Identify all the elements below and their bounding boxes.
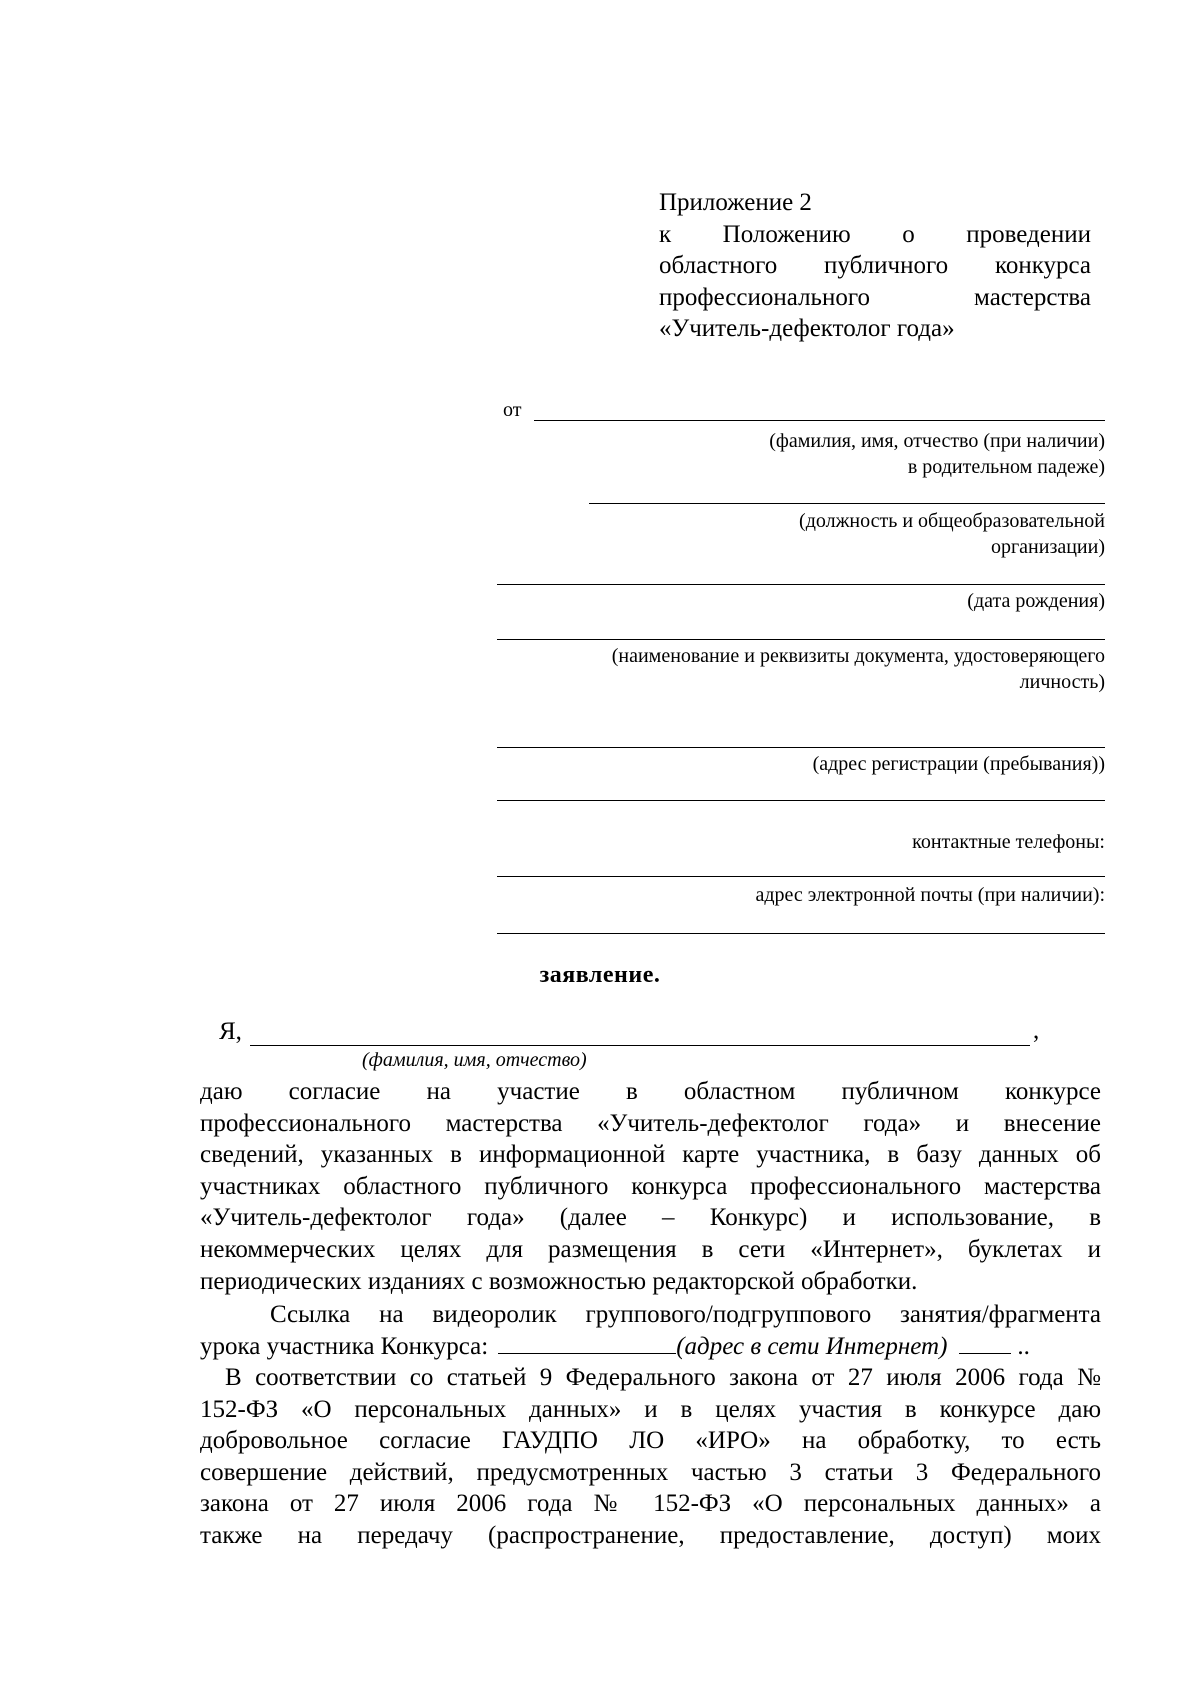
appendix-block (659, 187, 1091, 345)
ya-label: Я, (219, 1018, 242, 1045)
video-prefix: урока участника Конкурса: (200, 1332, 489, 1360)
appendix-line: областного публичного конкурса (659, 252, 1091, 279)
video-link-paragraph: Ссылка на видеоролик группового/подгруппового занятия/фрагмента урока участника Конкурса: (адрес в сети Интернет) .. (200, 1299, 1101, 1362)
position-caption: (должность и общеобразовательной организации) (799, 510, 1105, 558)
from-label: от (503, 399, 522, 421)
appendix-line: «Учитель-дефектолог года» (659, 315, 955, 342)
appendix-line: Приложение 2 (659, 189, 812, 216)
email-caption: адрес электронной почты (при наличии): (755, 884, 1105, 906)
video-url-field[interactable] (498, 1331, 676, 1354)
law-paragraph: В соответствии со статьей 9 Федерального закона от 27 июля 2006 года № 152-ФЗ «О персональных данных» и в целях участия в конкурсе даю добровольное согласие ГАУДПО ЛО «ИРО» на обработку, то есть совершение действий, предусмотренных частью 3 статьи 3 Федерального закона от 27 июля 2006 года № 152-ФЗ «О персональных данных» а также на передачу (распространение, предоставление, доступ) моих (200, 1364, 1101, 1549)
position-field-line[interactable] (589, 503, 1105, 504)
birthdate-field-line[interactable] (497, 584, 1105, 585)
appendix-line: профессионального мастерства (659, 283, 1091, 311)
video-hint: (адрес в сети Интернет) (676, 1332, 948, 1360)
id-document-caption: (наименование и реквизиты документа, удостоверяющего личность) (611, 645, 1105, 693)
address-field-line[interactable] (497, 747, 1105, 748)
statement-title: заявление. (539, 962, 661, 988)
email-field-line[interactable] (497, 933, 1105, 934)
consent-paragraph: даю согласие на участие в областном публичном конкурсе профессионального мастерства «Учитель-дефектолог года» и внесение сведений, указанных в информационной карте участника, в базу данных об участниках областного публичного конкурса профессионального мастерства «Учитель-дефектолог года» (далее – Конкурс) и использование, в некоммерческих целях для размещения в сети «Интернет», буклетах и периодических изданиях с возможностью редакторской обработки. (200, 1078, 1101, 1295)
fio-field-line[interactable] (250, 1045, 1030, 1046)
name-field-line[interactable] (534, 420, 1105, 421)
id-document-field-line[interactable] (497, 639, 1105, 640)
phones-field-line[interactable] (497, 876, 1105, 877)
birthdate-caption: (дата рождения) (967, 590, 1105, 612)
video-extra-field[interactable] (959, 1331, 1011, 1354)
ya-comma: , (1033, 1017, 1040, 1044)
fio-caption: (фамилия, имя, отчество) (362, 1049, 587, 1071)
extra-field-line[interactable] (497, 800, 1105, 801)
name-caption: (фамилия, имя, отчество (при наличии) в родительном падеже) (769, 430, 1105, 478)
appendix-line: к Положению о проведении (659, 220, 1091, 248)
address-caption: (адрес регистрации (пребывания)) (812, 753, 1105, 775)
phones-caption: контактные телефоны: (912, 831, 1105, 853)
video-suffix: .. (1017, 1332, 1030, 1360)
